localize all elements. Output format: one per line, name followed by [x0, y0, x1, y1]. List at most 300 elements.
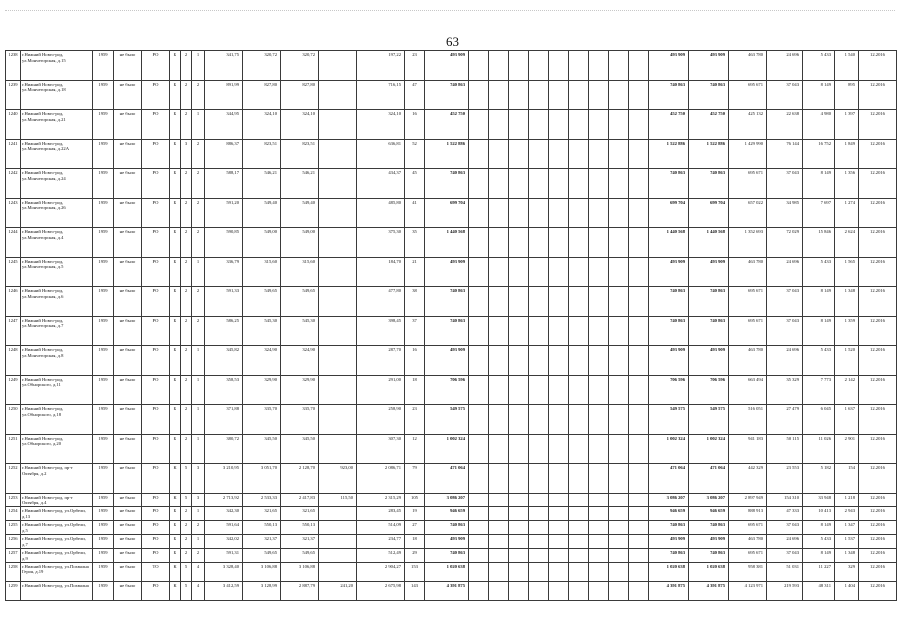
cell-rooms-area: 345,50 — [243, 434, 281, 464]
cell-cost-share-3: 15 846 — [803, 228, 835, 258]
cell-deadline: 12.2016 — [859, 198, 897, 228]
cell-entrances: 1 — [192, 51, 205, 81]
cell-empty — [469, 228, 489, 258]
cell-residents: 16 — [405, 110, 425, 140]
cell-entrances: 4 — [192, 581, 205, 600]
cell-municipal-area — [319, 169, 357, 199]
cell-living-area: 550,13 — [281, 521, 319, 535]
cell-total-cost: 706 596 — [425, 375, 469, 405]
table-row — [6, 562, 897, 581]
cell-cost-fund: 493 909 — [689, 257, 729, 287]
cell-total-cost: 4 391 875 — [425, 581, 469, 600]
cell-total-area: 342,02 — [205, 534, 243, 548]
cell-empty — [529, 464, 549, 494]
cell-year: 1959 — [93, 346, 114, 376]
table-row — [6, 507, 897, 521]
table-row — [6, 405, 897, 435]
cell-empty — [489, 464, 509, 494]
cell-entrances: 2 — [192, 287, 205, 317]
cell-empty — [629, 581, 649, 600]
cell-cost-total: 471 064 — [649, 464, 689, 494]
cell-total-area: 336,79 — [205, 257, 243, 287]
cell-total-cost: 946 659 — [425, 507, 469, 521]
cell-private-area: 477,80 — [357, 287, 405, 317]
cell-rooms-area: 546,21 — [243, 169, 281, 199]
cell-empty — [549, 434, 569, 464]
cell-wall-material: РО — [142, 287, 170, 317]
cell-empty — [529, 405, 549, 435]
cell-empty — [509, 287, 529, 317]
cell-cost-fund: 452 750 — [689, 110, 729, 140]
cell-unit-cost: 1 404 — [835, 581, 859, 600]
cell-floors: 2 — [181, 434, 192, 464]
cell-empty — [609, 169, 629, 199]
cell-address: г.Нижний Новго-род, ул.Мончегорская, д.22А — [21, 139, 93, 169]
cell-cost-fund: 4 391 875 — [689, 581, 729, 600]
cell-municipal-area — [319, 51, 357, 81]
cell-year: 1959 — [93, 80, 114, 110]
cell-cost-share-2: 37 043 — [767, 80, 803, 110]
cell-private-area: 514,09 — [357, 521, 405, 535]
cell-cost-total: 706 596 — [649, 375, 689, 405]
cell-empty — [489, 316, 509, 346]
cell-residents: 21 — [405, 257, 425, 287]
cell-unit-cost: 1 849 — [835, 139, 859, 169]
cell-empty — [609, 316, 629, 346]
cell-year: 1959 — [93, 548, 114, 562]
cell-cost-share-1: 695 671 — [729, 169, 767, 199]
cell-municipal-area — [319, 434, 357, 464]
cell-empty — [549, 257, 569, 287]
cell-floors: 2 — [181, 375, 192, 405]
cell-class: Б — [170, 405, 181, 435]
table-row — [6, 434, 897, 464]
table-row — [6, 80, 897, 110]
cell-address: г.Нижний Новго-род, ул.Мончегорская, д.5 — [21, 257, 93, 287]
cell-private-area: 291,00 — [357, 375, 405, 405]
cell-wall-material: РО — [142, 375, 170, 405]
cell-year: 1959 — [93, 257, 114, 287]
housing-register-table — [5, 50, 897, 601]
cell-residents: 23 — [405, 405, 425, 435]
cell-empty — [569, 493, 589, 507]
cell-entrances: 1 — [192, 405, 205, 435]
table-row — [6, 493, 897, 507]
cell-municipal-area — [319, 346, 357, 376]
cell-empty — [469, 198, 489, 228]
cell-empty — [569, 198, 589, 228]
cell-private-area: 258,90 — [357, 405, 405, 435]
cell-total-area: 3 412,59 — [205, 581, 243, 600]
cell-private-area: 2 315,29 — [357, 493, 405, 507]
cell-cost-share-1: 1 352 693 — [729, 228, 767, 258]
cell-empty — [549, 581, 569, 600]
cell-privatization: не было — [114, 110, 142, 140]
cell-cost-share-3: 8 149 — [803, 169, 835, 199]
cell-empty — [549, 198, 569, 228]
cell-empty — [529, 548, 549, 562]
cell-rooms-area: 335,70 — [243, 405, 281, 435]
cell-empty — [629, 464, 649, 494]
cell-empty — [469, 493, 489, 507]
cell-total-cost: 740 863 — [425, 80, 469, 110]
cell-empty — [609, 493, 629, 507]
cell-empty — [489, 51, 509, 81]
cell-cost-share-3: 6 045 — [803, 405, 835, 435]
cell-empty — [549, 139, 569, 169]
cell-cost-share-3: 8 149 — [803, 316, 835, 346]
cell-empty — [629, 346, 649, 376]
cell-empty — [469, 110, 489, 140]
cell-empty — [529, 562, 549, 581]
cell-living-area: 545,30 — [281, 316, 319, 346]
cell-cost-fund: 1 020 638 — [689, 562, 729, 581]
cell-unit-cost: 2 901 — [835, 434, 859, 464]
cell-empty — [589, 228, 609, 258]
cell-deadline: 12.2016 — [859, 548, 897, 562]
cell-empty — [509, 507, 529, 521]
cell-private-area: 283,45 — [357, 507, 405, 521]
cell-year: 1959 — [93, 287, 114, 317]
cell-empty — [589, 51, 609, 81]
cell-year: 1959 — [93, 139, 114, 169]
cell-row-number: 1245 — [6, 257, 21, 287]
cell-empty — [609, 405, 629, 435]
cell-entrances: 1 — [192, 257, 205, 287]
cell-empty — [469, 375, 489, 405]
cell-private-area: 287,70 — [357, 346, 405, 376]
cell-deadline: 12.2016 — [859, 110, 897, 140]
cell-cost-share-2: 37 043 — [767, 521, 803, 535]
cell-empty — [529, 507, 549, 521]
scan-top-edge — [5, 10, 895, 12]
cell-empty — [469, 169, 489, 199]
cell-floors: 2 — [181, 169, 192, 199]
cell-cost-share-3: 5 433 — [803, 51, 835, 81]
cell-empty — [609, 534, 629, 548]
cell-empty — [489, 534, 509, 548]
cell-residents: 18 — [405, 375, 425, 405]
cell-wall-material: РО — [142, 110, 170, 140]
cell-empty — [489, 198, 509, 228]
cell-privatization: не было — [114, 51, 142, 81]
cell-privatization: не было — [114, 534, 142, 548]
cell-cost-share-3: 4 980 — [803, 110, 835, 140]
cell-empty — [569, 464, 589, 494]
cell-empty — [489, 346, 509, 376]
cell-cost-share-1: 442 329 — [729, 464, 767, 494]
cell-empty — [509, 316, 529, 346]
cell-municipal-area — [319, 405, 357, 435]
cell-municipal-area — [319, 375, 357, 405]
cell-privatization: не было — [114, 464, 142, 494]
cell-wall-material: РО — [142, 80, 170, 110]
cell-cost-total: 740 863 — [649, 316, 689, 346]
cell-living-area: 549,40 — [281, 198, 319, 228]
cell-empty — [569, 228, 589, 258]
cell-residents: 37 — [405, 316, 425, 346]
cell-empty — [589, 316, 609, 346]
cell-empty — [609, 346, 629, 376]
cell-total-area: 591,20 — [205, 198, 243, 228]
cell-deadline: 12.2016 — [859, 287, 897, 317]
cell-private-area: 398,45 — [357, 316, 405, 346]
cell-empty — [569, 534, 589, 548]
cell-cost-share-1: 695 671 — [729, 521, 767, 535]
cell-empty — [509, 346, 529, 376]
cell-empty — [569, 287, 589, 317]
cell-wall-material: ТО — [142, 562, 170, 581]
cell-cost-fund: 706 596 — [689, 375, 729, 405]
cell-address: г.Нижний Новго-род, ул.Мончегорская, д.7 — [21, 316, 93, 346]
cell-municipal-area: 115,50 — [319, 493, 357, 507]
cell-private-area: 716,15 — [357, 80, 405, 110]
cell-empty — [549, 548, 569, 562]
cell-cost-share-2: 219 593 — [767, 581, 803, 600]
cell-living-area: 2 417,83 — [281, 493, 319, 507]
cell-unit-cost: 1 348 — [835, 548, 859, 562]
cell-empty — [469, 139, 489, 169]
cell-empty — [609, 110, 629, 140]
cell-municipal-area — [319, 80, 357, 110]
cell-cost-total: 493 909 — [649, 346, 689, 376]
cell-unit-cost: 1 274 — [835, 198, 859, 228]
cell-address: г.Нижний Новго-род, пр-т Октября, д.4 — [21, 493, 93, 507]
cell-floors: 2 — [181, 346, 192, 376]
cell-empty — [509, 198, 529, 228]
cell-empty — [629, 562, 649, 581]
cell-empty — [509, 434, 529, 464]
cell-total-area: 3 328,40 — [205, 562, 243, 581]
cell-empty — [529, 257, 549, 287]
cell-living-area: 827,80 — [281, 80, 319, 110]
cell-empty — [629, 257, 649, 287]
cell-living-area: 315,60 — [281, 257, 319, 287]
cell-year: 1959 — [93, 534, 114, 548]
cell-empty — [529, 346, 549, 376]
cell-year: 1959 — [93, 507, 114, 521]
cell-cost-share-2: 51 031 — [767, 562, 803, 581]
cell-empty — [609, 80, 629, 110]
cell-empty — [549, 507, 569, 521]
cell-total-cost: 3 086 207 — [425, 493, 469, 507]
cell-floors: 5 — [181, 581, 192, 600]
cell-empty — [489, 228, 509, 258]
cell-address: г.Нижний Новго-род, ул.Орбели, д.7 — [21, 534, 93, 548]
cell-total-area: 3 210,95 — [205, 464, 243, 494]
cell-cost-fund: 1 522 886 — [689, 139, 729, 169]
cell-living-area: 329,90 — [281, 375, 319, 405]
cell-empty — [509, 405, 529, 435]
cell-entrances: 2 — [192, 139, 205, 169]
cell-empty — [589, 534, 609, 548]
cell-empty — [569, 80, 589, 110]
cell-cost-total: 493 909 — [649, 51, 689, 81]
cell-cost-share-1: 663 494 — [729, 375, 767, 405]
table-row — [6, 548, 897, 562]
cell-empty — [509, 80, 529, 110]
cell-entrances: 1 — [192, 110, 205, 140]
cell-empty — [529, 521, 549, 535]
cell-row-number: 1252 — [6, 464, 21, 494]
cell-floors: 5 — [181, 464, 192, 494]
cell-cost-total: 740 863 — [649, 548, 689, 562]
cell-living-area: 549,65 — [281, 548, 319, 562]
cell-row-number: 1248 — [6, 346, 21, 376]
cell-empty — [589, 198, 609, 228]
cell-cost-share-3: 8 149 — [803, 80, 835, 110]
cell-floors: 2 — [181, 110, 192, 140]
table-row — [6, 228, 897, 258]
cell-empty — [549, 51, 569, 81]
cell-total-cost: 1 440 568 — [425, 228, 469, 258]
cell-year: 1959 — [93, 493, 114, 507]
cell-deadline: 12.2016 — [859, 562, 897, 581]
cell-residents: 19 — [405, 507, 425, 521]
cell-empty — [489, 521, 509, 535]
cell-floors: 2 — [181, 521, 192, 535]
cell-class: Б — [170, 434, 181, 464]
cell-empty — [469, 316, 489, 346]
cell-empty — [509, 139, 529, 169]
cell-class: Б — [170, 169, 181, 199]
cell-address: г.Нижний Новго-род, ул.Орбели, д.13 — [21, 507, 93, 521]
table-row — [6, 169, 897, 199]
cell-cost-share-3: 8 149 — [803, 548, 835, 562]
cell-municipal-area — [319, 316, 357, 346]
cell-empty — [529, 51, 549, 81]
cell-empty — [509, 375, 529, 405]
cell-cost-share-2: 24 696 — [767, 51, 803, 81]
cell-empty — [549, 80, 569, 110]
cell-address: г.Нижний Новго-род, ул.Мончегорская, д.24 — [21, 169, 93, 199]
cell-floors: 2 — [181, 287, 192, 317]
cell-empty — [569, 581, 589, 600]
cell-cost-fund: 471 064 — [689, 464, 729, 494]
cell-municipal-area — [319, 287, 357, 317]
cell-cost-total: 1 002 324 — [649, 434, 689, 464]
cell-total-area: 358,53 — [205, 375, 243, 405]
table-row — [6, 110, 897, 140]
cell-row-number: 1251 — [6, 434, 21, 464]
cell-empty — [509, 228, 529, 258]
cell-class: Б — [170, 198, 181, 228]
cell-living-area: 823,51 — [281, 139, 319, 169]
cell-cost-share-1: 958 381 — [729, 562, 767, 581]
cell-floors: 2 — [181, 548, 192, 562]
cell-class: Б — [170, 521, 181, 535]
cell-wall-material: РО — [142, 434, 170, 464]
cell-row-number: 1243 — [6, 198, 21, 228]
cell-cost-share-2: 47 333 — [767, 507, 803, 521]
cell-floors: 2 — [181, 198, 192, 228]
cell-cost-fund: 493 909 — [689, 346, 729, 376]
cell-empty — [569, 375, 589, 405]
cell-empty — [609, 562, 629, 581]
cell-wall-material: РО — [142, 493, 170, 507]
cell-row-number: 1240 — [6, 110, 21, 140]
cell-entrances: 2 — [192, 80, 205, 110]
cell-cost-total: 1 020 638 — [649, 562, 689, 581]
cell-unit-cost: 329 — [835, 562, 859, 581]
cell-cost-share-3: 16 752 — [803, 139, 835, 169]
cell-empty — [509, 169, 529, 199]
cell-entrances: 2 — [192, 316, 205, 346]
cell-rooms-area: 3 051,70 — [243, 464, 281, 494]
cell-class: Б — [170, 507, 181, 521]
cell-living-area: 546,21 — [281, 169, 319, 199]
cell-empty — [609, 228, 629, 258]
cell-cost-share-2: 76 144 — [767, 139, 803, 169]
cell-year: 1959 — [93, 434, 114, 464]
cell-empty — [469, 548, 489, 562]
cell-row-number: 1242 — [6, 169, 21, 199]
cell-floors: 2 — [181, 228, 192, 258]
cell-cost-fund: 1 440 568 — [689, 228, 729, 258]
cell-total-area: 586,25 — [205, 316, 243, 346]
cell-wall-material: РО — [142, 198, 170, 228]
cell-rooms-area: 549,00 — [243, 228, 281, 258]
cell-empty — [629, 405, 649, 435]
cell-empty — [609, 257, 629, 287]
cell-cost-share-2: 22 638 — [767, 110, 803, 140]
cell-cost-share-3: 5 433 — [803, 346, 835, 376]
cell-empty — [629, 521, 649, 535]
cell-year: 1959 — [93, 581, 114, 600]
cell-privatization: не было — [114, 287, 142, 317]
cell-empty — [589, 405, 609, 435]
cell-cost-share-3: 8 149 — [803, 521, 835, 535]
cell-cost-share-1: 695 671 — [729, 287, 767, 317]
cell-deadline: 12.2016 — [859, 534, 897, 548]
cell-deadline: 12.2016 — [859, 375, 897, 405]
cell-total-cost: 471 064 — [425, 464, 469, 494]
cell-empty — [469, 257, 489, 287]
cell-empty — [529, 534, 549, 548]
cell-residents: 38 — [405, 287, 425, 317]
cell-year: 1959 — [93, 405, 114, 435]
cell-municipal-area — [319, 198, 357, 228]
cell-wall-material: РО — [142, 507, 170, 521]
cell-residents: 153 — [405, 562, 425, 581]
cell-cost-fund: 549 575 — [689, 405, 729, 435]
cell-privatization: не было — [114, 581, 142, 600]
cell-empty — [589, 139, 609, 169]
cell-municipal-area — [319, 562, 357, 581]
cell-class: К — [170, 562, 181, 581]
cell-unit-cost: 1 540 — [835, 51, 859, 81]
cell-rooms-area: 549,40 — [243, 198, 281, 228]
cell-deadline: 12.2016 — [859, 464, 897, 494]
cell-total-cost: 740 863 — [425, 548, 469, 562]
cell-cost-share-3: 8 149 — [803, 287, 835, 317]
cell-address: г.Нижний Новго-род, ул.Мончегорская, д.6 — [21, 287, 93, 317]
cell-class: Б — [170, 287, 181, 317]
cell-address: г.Нижний Новго-род, пр-т Октября, д.2 — [21, 464, 93, 494]
cell-address: г.Нижний Новго-род, ул.Мончегорская, д.26 — [21, 198, 93, 228]
cell-cost-fund: 740 863 — [689, 169, 729, 199]
cell-total-area: 591,31 — [205, 548, 243, 562]
cell-unit-cost: 1 348 — [835, 287, 859, 317]
cell-row-number: 1239 — [6, 80, 21, 110]
cell-class: К — [170, 493, 181, 507]
cell-private-area: 485,80 — [357, 198, 405, 228]
cell-cost-share-2: 50 115 — [767, 434, 803, 464]
cell-living-area: 2 887,79 — [281, 581, 319, 600]
cell-rooms-area: 549,65 — [243, 287, 281, 317]
cell-address: г.Нижний Новго-род, ул.Похвална — [21, 581, 93, 600]
cell-row-number: 1257 — [6, 548, 21, 562]
